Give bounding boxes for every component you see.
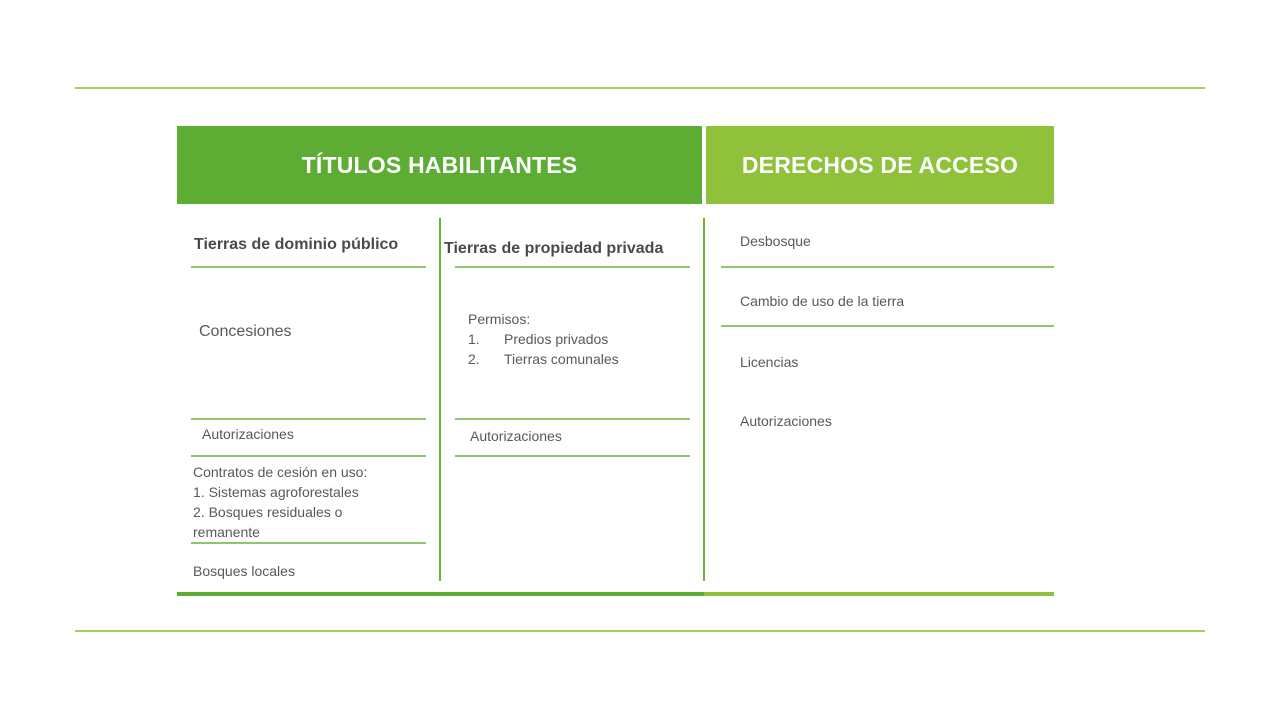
access-divider-2 [721,325,1054,327]
permisos-block [468,309,619,369]
private-lands-heading: Tierras de propiedad privada [444,240,664,257]
titulos-footer-bar [177,592,704,596]
public-lands-divider [191,266,426,268]
column-separator-1 [439,218,441,581]
access-divider-1 [721,266,1054,268]
bottom-divider [75,630,1205,632]
concesiones-divider [191,418,426,420]
access-item-autorizaciones: Autorizaciones [740,413,832,429]
access-item-cambio-uso: Cambio de uso de la tierra [740,293,905,309]
private-lands-divider [455,266,690,268]
contratos-item-2: 2. Bosques residuales o [193,504,343,520]
permisos-item-number: 1. [468,331,480,347]
autorizaciones-divider [191,455,426,457]
contratos-item-1: 1. Sistemas agroforestales [193,484,359,500]
private-autorizaciones-label: Autorizaciones [470,428,562,444]
contratos-block [193,462,367,542]
top-divider [75,87,1205,89]
permisos-title: Permisos: [468,311,531,327]
access-item-desbosque: Desbosque [740,233,811,249]
concesiones-label: Concesiones [199,323,292,340]
derechos-footer-bar [704,592,1054,596]
titulos-habilitantes-title: TÍTULOS HABILITANTES [301,151,578,178]
permisos-item [468,349,619,369]
private-autorizaciones-divider [455,455,690,457]
contratos-title: Contratos de cesión en uso: [193,464,368,480]
permisos-list [468,329,619,369]
access-item-licencias: Licencias [740,354,799,370]
contratos-divider [191,542,426,544]
permisos-item [468,329,619,349]
titulos-habilitantes-header [177,126,702,204]
permisos-item-label: Tierras comunales [504,351,619,367]
bosques-locales-label: Bosques locales [193,563,295,579]
derechos-de-acceso-title: DERECHOS DE ACCESO [741,151,1019,178]
derechos-de-acceso-header [706,126,1054,204]
public-autorizaciones-label: Autorizaciones [202,426,294,442]
contratos-item-2-continued: remanente [193,524,260,540]
public-lands-heading: Tierras de dominio público [194,236,399,253]
permisos-item-label: Predios privados [504,331,609,347]
permisos-item-number: 2. [468,351,480,367]
permisos-divider [455,418,690,420]
column-separator-2 [703,218,705,581]
